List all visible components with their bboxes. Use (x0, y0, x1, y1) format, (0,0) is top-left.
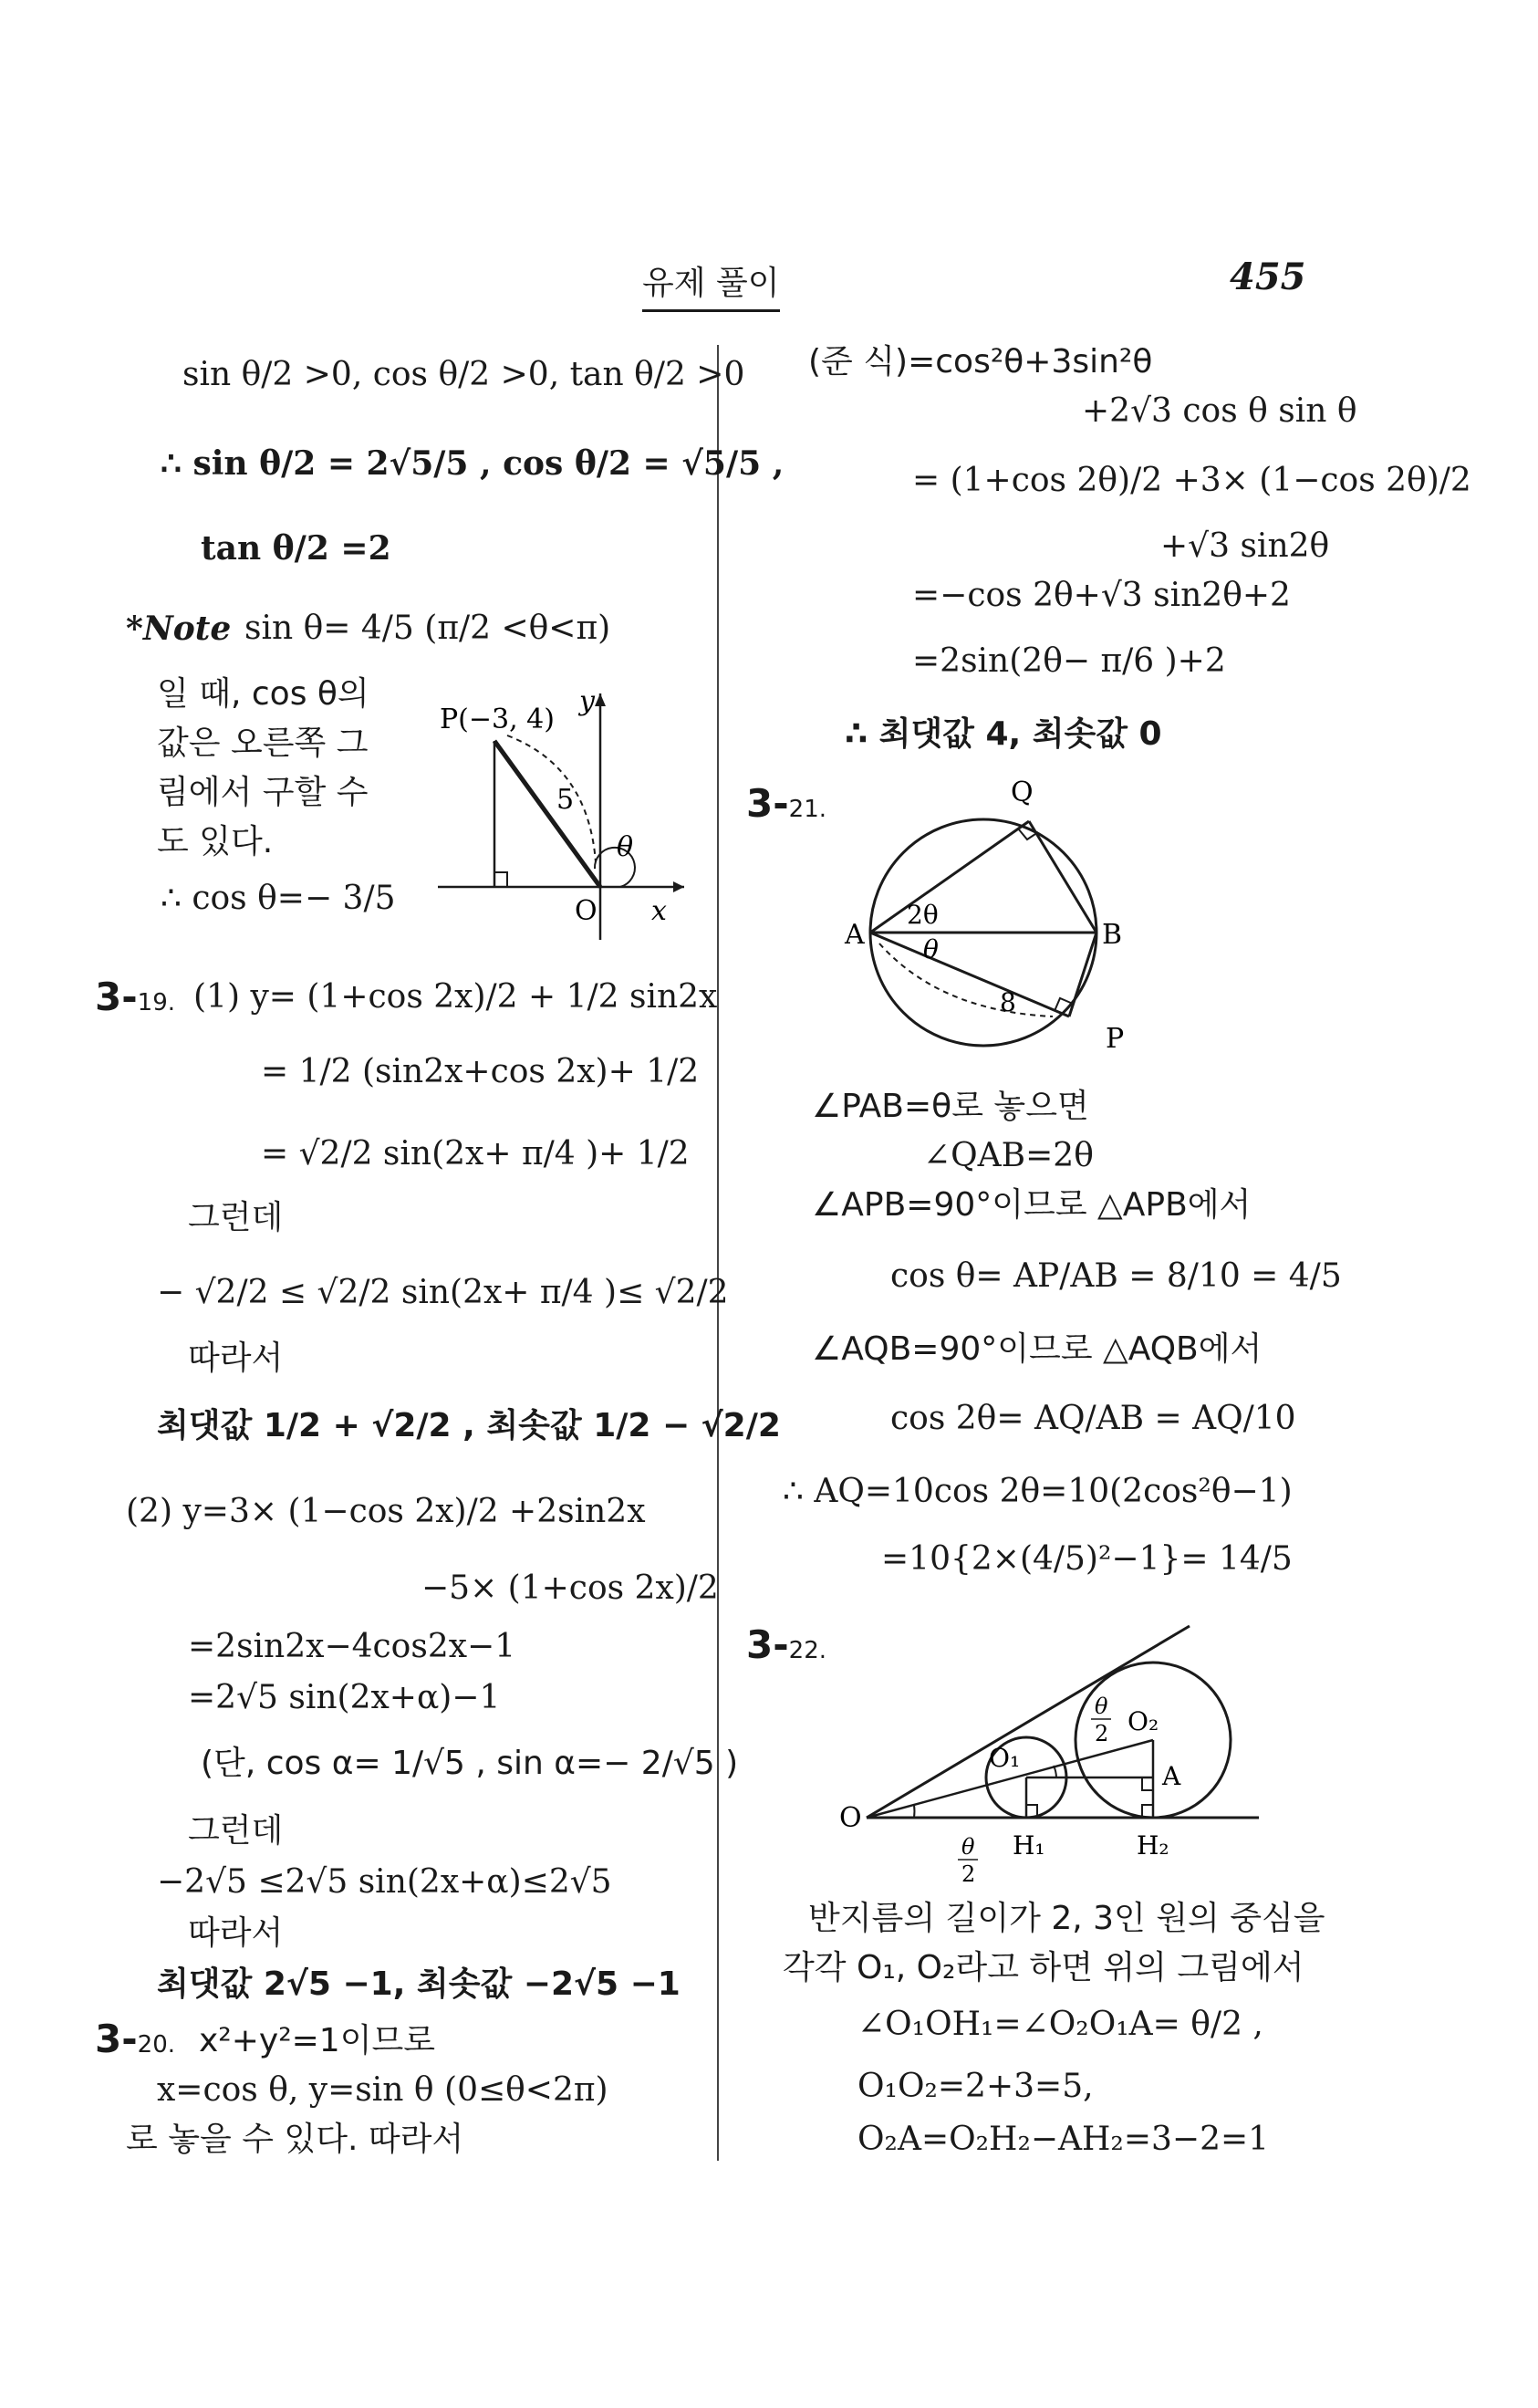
y-label: y (579, 685, 595, 717)
left-line-2: ∴ sin θ/2 = 2√5/5 , cos θ/2 = √5/5 , (161, 444, 785, 483)
label-half-two-top: 2 (1095, 1721, 1109, 1746)
p22-line-3: ∠O₁OH₁=∠O₂O₁A= θ/2 , (857, 2006, 1263, 2043)
problem-3-21: 3-21. (746, 781, 827, 826)
p21-line-7: ∴ AQ=10cos 2θ=10(2cos²θ−1) (783, 1473, 1293, 1510)
left-line-1: sin θ/2 >0, cos θ/2 >0, tan θ/2 >0 (182, 356, 745, 393)
p19-line-b7: 최댓값 2√5 −1, 최솟값 −2√5 −1 (157, 1965, 681, 2003)
p21-line-2: ∠QAB=2θ (923, 1137, 1094, 1174)
right-line-6: =2sin(2θ− π/6 )+2 (912, 642, 1226, 680)
p19-line-a5: 최댓값 1/2 + √2/2 , 최솟값 1/2 − √2/2 (157, 1407, 781, 1444)
length-arc (879, 943, 1053, 1016)
label-H1: H₁ (1013, 1830, 1045, 1861)
right-line-4: +√3 sin2θ (1160, 527, 1330, 565)
p19-line-b5: (단, cos α= 1/√5 , sin α=− 2/√5 ) (201, 1745, 739, 1782)
label-theta: θ (923, 934, 939, 964)
p20-line-3: 로 놓을 수 있다. 따라서 (126, 2121, 464, 2158)
page-number: 455 (1230, 255, 1306, 298)
p19-line-b4: =2√5 sin(2x+α)−1 (188, 1679, 501, 1716)
p21-line-4: cos θ= AP/AB = 8/10 = 4/5 (890, 1257, 1342, 1295)
right-angle-A (1142, 1777, 1153, 1790)
label-A: A (845, 919, 865, 951)
p22-line-4: O₁O₂=2+3=5, (857, 2068, 1094, 2105)
p19-line-b6: −2√5 ≤2√5 sin(2x+α)≤2√5 (157, 1863, 612, 1901)
label-Q: Q (1011, 777, 1034, 808)
chord-QB (1029, 821, 1096, 933)
problem-3-20: 3-20. (95, 2017, 176, 2061)
note-text-1: 일 때, cos θ의 (157, 675, 369, 713)
p19-line-b3: =2sin2x−4cos2x−1 (188, 1628, 516, 1665)
note-text-4: 도 있다. (157, 823, 274, 860)
p19-line-b2: −5× (1+cos 2x)/2 (421, 1569, 719, 1607)
column-divider (717, 345, 719, 2161)
note-figure (429, 675, 693, 949)
p19-line-a4: − √2/2 ≤ √2/2 sin(2x+ π/4 )≤ √2/2 (157, 1274, 729, 1311)
point-p-label: P(−3, 4) (440, 704, 555, 735)
left-line-3: tan θ/2 =2 (201, 529, 391, 568)
radius-label: 5 (556, 784, 575, 816)
note-equation: sin θ= 4/5 (π/2 <θ<π) (244, 610, 611, 647)
x-axis-arrow (673, 881, 684, 892)
p19-korean-1: 그런데 (188, 1199, 284, 1236)
label-half-theta-top: θ (1095, 1694, 1108, 1719)
label-H2: H₂ (1137, 1830, 1169, 1861)
problem-3-19: 3-19. (95, 975, 176, 1019)
label-O: O (839, 1802, 862, 1834)
origin-label: O (575, 895, 598, 927)
p19-line-a1: (1) y= (1+cos 2x)/2 + 1/2 sin2x (193, 978, 718, 1016)
p21-line-3: ∠APB=90°이므로 △APB에서 (812, 1186, 1252, 1224)
p22-line-5: O₂A=O₂H₂−AH₂=3−2=1 (857, 2121, 1270, 2158)
p19-line-a2: = 1/2 (sin2x+cos 2x)+ 1/2 (261, 1053, 700, 1090)
p19-korean-3: 그런데 (188, 1812, 284, 1850)
p19-line-b1: (2) y=3× (1−cos 2x)/2 +2sin2x (126, 1493, 646, 1530)
chord-AQ (870, 821, 1029, 933)
x-label: x (651, 895, 667, 927)
arc-dashed (507, 735, 596, 862)
right-line-2: +2√3 cos θ sin θ (1082, 392, 1357, 430)
theta-label: θ (617, 831, 634, 863)
p21-line-8: =10{2×(4/5)²−1}= 14/5 (881, 1540, 1293, 1578)
right-line-1: (준 식)=cos²θ+3sin²θ (808, 343, 1153, 380)
right-angle-mark (494, 872, 507, 887)
label-A: A (1162, 1761, 1181, 1791)
label-half-two-bottom: 2 (961, 1861, 976, 1887)
figure-3-21 (845, 776, 1177, 1058)
p19-korean-2: 따라서 (188, 1340, 284, 1377)
p19-line-a3: = √2/2 sin(2x+ π/4 )+ 1/2 (261, 1135, 690, 1173)
problem-3-22: 3-22. (746, 1622, 827, 1667)
label-half-theta-bottom: θ (961, 1834, 975, 1860)
section-title: 유제 풀이 (642, 257, 780, 312)
p22-line-1: 반지름의 길이가 2, 3인 원의 중심을 (808, 1900, 1325, 1937)
note-label: *Note (126, 610, 232, 648)
note-result: ∴ cos θ=− 3/5 (161, 880, 396, 917)
right-line-3: = (1+cos 2θ)/2 +3× (1−cos 2θ)/2 (912, 462, 1471, 499)
chord-AP (870, 933, 1069, 1016)
p19-korean-4: 따라서 (188, 1914, 284, 1952)
y-axis-arrow (595, 693, 606, 706)
p21-line-1: ∠PAB=θ로 놓으면 (812, 1088, 1089, 1125)
label-O1: O₁ (989, 1743, 1021, 1773)
chord-PB (1069, 933, 1096, 1016)
label-8: 8 (1000, 987, 1016, 1017)
label-O2: O₂ (1128, 1706, 1159, 1736)
label-2theta: 2θ (907, 900, 939, 930)
radius-segment (494, 741, 600, 887)
figure-3-22 (821, 1615, 1277, 1889)
p20-line-1: x²+y²=1이므로 (199, 2022, 436, 2059)
note-text-2: 값은 오른쪽 그 (157, 724, 369, 762)
label-B: B (1102, 919, 1123, 951)
p20-line-2: x=cos θ, y=sin θ (0≤θ<2π) (157, 2071, 608, 2109)
p22-line-2: 각각 O₁, O₂라고 하면 위의 그림에서 (783, 1949, 1304, 1986)
p21-line-6: cos 2θ= AQ/AB = AQ/10 (890, 1400, 1296, 1437)
right-line-5: =−cos 2θ+√3 sin2θ+2 (912, 577, 1291, 614)
note-text-3: 림에서 구할 수 (157, 774, 369, 811)
right-line-7: ∴ 최댓값 4, 최솟값 0 (845, 715, 1162, 753)
p21-line-5: ∠AQB=90°이므로 △AQB에서 (812, 1330, 1263, 1368)
label-P: P (1106, 1023, 1125, 1055)
